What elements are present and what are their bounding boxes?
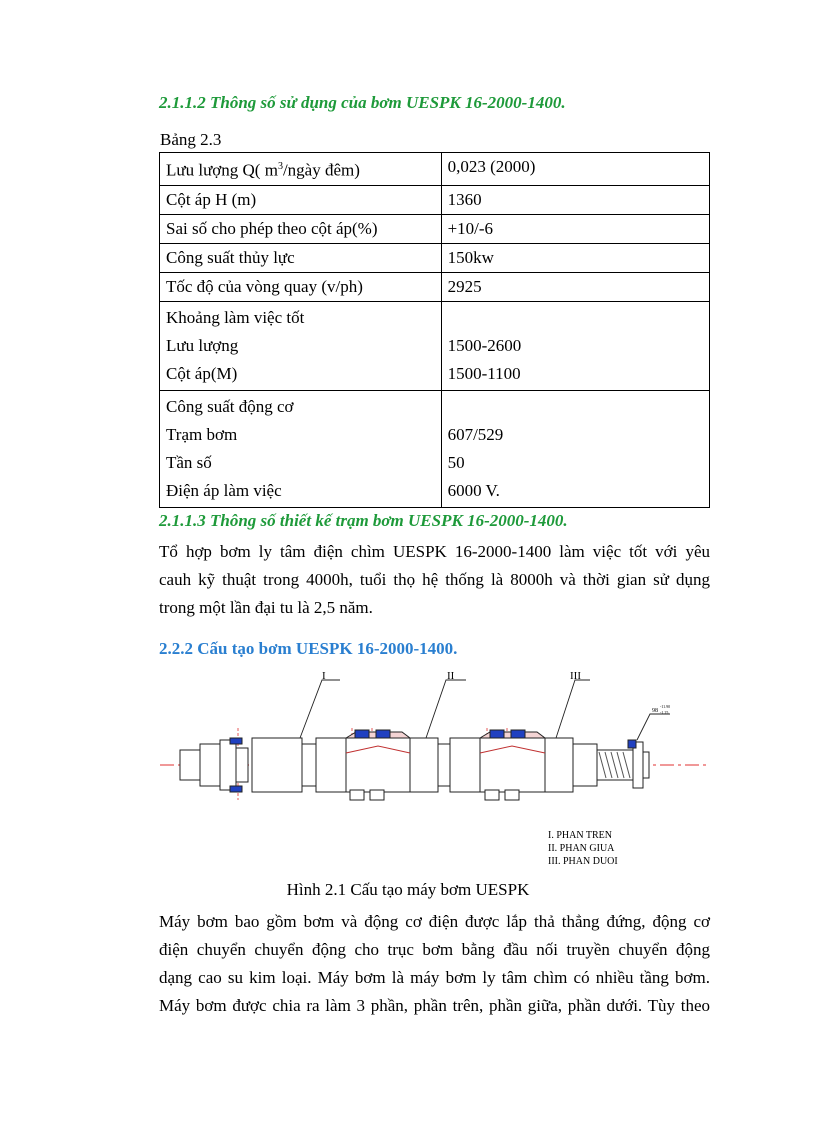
spec-table <box>159 152 710 508</box>
impeller-stage-2 <box>480 730 545 800</box>
section-title-2-1-1-3: 2.1.1.3 Thông số thiết kế trạm bơm UESPK 16-2000-1400. <box>159 511 568 530</box>
param-cell <box>160 390 442 507</box>
text-line: Máy bơm được chia ra làm 3 phần, phần trên, phần giữa, phần dưới. Tùy theo <box>159 996 710 1015</box>
dimension-tolerance-upper: -11.90 <box>660 704 671 709</box>
value-cell: +10/-6 <box>441 214 709 243</box>
value-cell: 2925 <box>441 272 709 301</box>
value-cell: 150kw <box>441 243 709 272</box>
param-cell: Sai số cho phép theo cột áp(%) <box>160 214 442 243</box>
group-heading: Khoảng làm việc tốt <box>166 307 305 327</box>
param-line: Tần số <box>166 452 212 472</box>
impeller-stage-1 <box>346 730 410 800</box>
value-line: 1500-1100 <box>447 363 521 383</box>
value-cell: 1360 <box>441 185 709 214</box>
param-line: Trạm bơm <box>166 424 238 444</box>
value-cell <box>441 301 709 390</box>
value-line: 50 <box>447 452 465 472</box>
figure-legend <box>548 829 618 868</box>
pump-drawing <box>150 668 720 818</box>
param-cell: Lưu lượng Q( $m^3$/ngày đêm) <box>160 153 442 186</box>
part-label-2: II <box>447 670 455 682</box>
dimension-tolerance-lower: -1.25 <box>660 710 669 715</box>
value-line: 607/529 <box>447 424 504 444</box>
dimension-label: 98 <box>652 708 658 714</box>
value-cell <box>441 390 709 507</box>
param-cell: Công suất thủy lực <box>160 243 442 272</box>
param-cell: Cột áp H (m) <box>160 185 442 214</box>
value-line: 1500-2600 <box>447 335 522 355</box>
text-line: điện chuyển chuyển động cho trục bơm bằng đầu nối truyền chuyển động <box>159 940 710 959</box>
table-row <box>160 185 710 214</box>
text-line: Tổ hợp bơm ly tâm điện chìm UESPK 16-2000-1400 làm việc tốt với yêu <box>159 542 710 561</box>
param-line: Lưu lượng <box>166 335 239 355</box>
part-label-3: III <box>570 670 581 682</box>
table-row <box>160 243 710 272</box>
param-cell: Tốc độ của vòng quay (v/ph) <box>160 272 442 301</box>
legend-item: I. PHAN TREN <box>548 830 612 841</box>
value-cell: 0,023 (2000) <box>441 153 709 186</box>
param-line: Điện áp làm việc <box>166 480 282 500</box>
end-seal <box>597 740 649 788</box>
paragraph-2-1-1-3 <box>159 538 710 622</box>
table-row <box>160 272 710 301</box>
group-heading: Công suất động cơ <box>166 396 294 416</box>
section-title-2-1-1-2: 2.1.1.2 Thông số sử dụng của bơm UESPK 16-2000-1400. <box>159 93 566 112</box>
param-line: Cột áp(M) <box>166 363 238 383</box>
table-row <box>160 214 710 243</box>
table-row <box>160 390 710 507</box>
text-line: trong một lần đại tu là 2,5 năm. <box>159 598 373 617</box>
table-label: Bảng 2.3 <box>160 130 222 149</box>
legend-item: III. PHAN DUOI <box>548 856 618 867</box>
figure-caption: Hình 2.1 Cấu tạo máy bơm UESPK <box>286 880 530 899</box>
value-line: 6000 V. <box>447 480 500 500</box>
part-label-1: I <box>322 670 326 682</box>
table-row <box>160 153 710 186</box>
param-cell <box>160 301 442 390</box>
legend-item: II. PHAN GIUA <box>548 843 615 854</box>
text-line: dạng cao su kim loại. Máy bơm là máy bơm ly tâm chìm có nhiều tầng bơm. <box>159 968 710 987</box>
body-paragraph <box>159 908 710 1020</box>
table-row <box>160 301 710 390</box>
section-title-2-2-2: 2.2.2 Cấu tạo bơm UESPK 16-2000-1400. <box>159 639 458 658</box>
text-line: cauh kỹ thuật trong 4000h, tuổi thọ hệ thống là 8000h và thời gian sử dụng <box>159 570 710 589</box>
text-line: Máy bơm bao gồm bơm và động cơ điện được lắp thả thẳng đứng, động cơ <box>159 912 710 931</box>
